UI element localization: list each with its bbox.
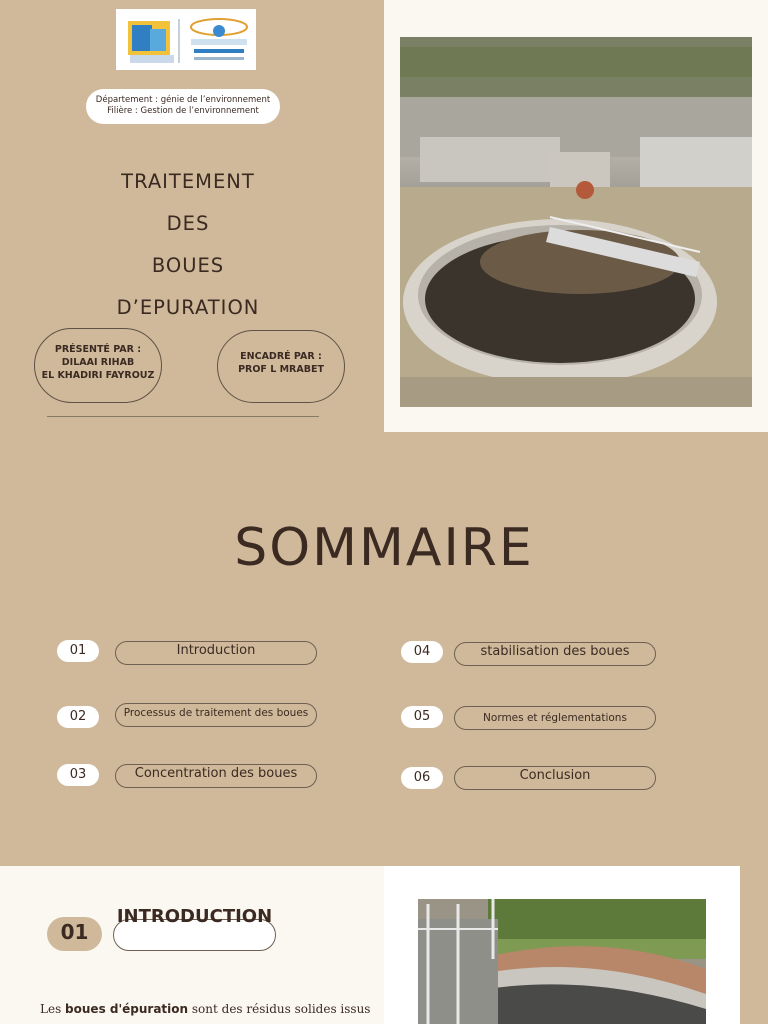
intro-text-prefix: Les [40, 1002, 66, 1016]
summary-number-03: 03 [57, 764, 99, 786]
supervisor-label: ENCADRÉ PAR : [240, 351, 322, 362]
summary-number-04: 04 [401, 641, 443, 663]
cover-title-line-2: DES [166, 212, 210, 235]
summary-number-06: 06 [401, 767, 443, 789]
department-info [86, 89, 280, 124]
filiere-line: Filière : Gestion de l’environnement [107, 106, 259, 116]
presenters-oval [34, 328, 162, 403]
presenter-name-2: EL KHADIRI FAYROUZ [41, 370, 155, 381]
divider [47, 416, 319, 417]
cover-title-line-4: D’EPURATION [116, 296, 260, 319]
supervisor-oval [217, 330, 345, 403]
summary-number-02: 02 [57, 706, 99, 728]
presenters-label: PRÉSENTÉ PAR : [54, 344, 142, 355]
summary-item-introduction[interactable]: Introduction [115, 641, 317, 665]
summary-title: SOMMAIRE [234, 518, 534, 578]
summary-item-concentration[interactable]: Concentration des boues [115, 764, 317, 788]
summary-item-conclusion[interactable]: Conclusion [454, 766, 656, 790]
intro-clarifier-illustration [418, 899, 706, 1024]
intro-text-suffix: sont des résidus solides issus [188, 1002, 371, 1016]
intro-title [113, 904, 276, 930]
institution-logos [116, 9, 256, 70]
clarifier-illustration [400, 37, 752, 407]
cover-title-line-1: TRAITEMENT [121, 170, 255, 193]
intro-text-bold: boues d'épuration [65, 1002, 189, 1016]
summary-number-05: 05 [401, 706, 443, 728]
intro-title-text: INTRODUCTION [116, 906, 273, 927]
department-line: Département : génie de l’environnement [95, 95, 271, 105]
supervisor-name: PROF L MRABET [238, 364, 324, 375]
university-logo-icon [116, 9, 256, 70]
summary-item-normes[interactable]: Normes et réglementations [454, 706, 656, 730]
intro-number: 01 [47, 917, 102, 951]
summary-number-01: 01 [57, 640, 99, 662]
summary-item-processus[interactable]: Processus de traitement des boues [115, 703, 317, 727]
clarifier-photo [400, 37, 752, 407]
intro-paragraph [40, 1002, 371, 1016]
presenter-name-1: DILAAI RIHAB [61, 357, 135, 368]
cover-title-line-3: BOUES [151, 254, 225, 277]
intro-clarifier-photo [418, 899, 706, 1024]
summary-item-stabilisation[interactable]: stabilisation des boues [454, 642, 656, 666]
